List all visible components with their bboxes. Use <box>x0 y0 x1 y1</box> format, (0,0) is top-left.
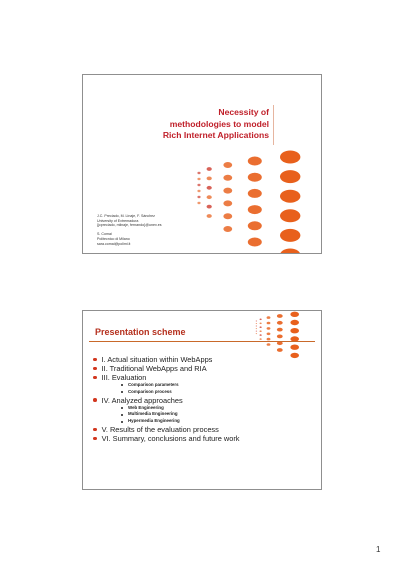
decorative-dot <box>223 175 232 181</box>
decorative-dot <box>260 319 262 321</box>
title-slide <box>82 74 322 254</box>
decorative-dot <box>267 333 271 336</box>
agenda-subitem <box>93 418 239 425</box>
decorative-dot <box>197 172 200 174</box>
decorative-dot <box>207 205 212 209</box>
decorative-dot <box>256 333 257 334</box>
decorative-dot <box>267 338 271 341</box>
decorative-dot <box>197 190 200 192</box>
agenda-subitem-text: Multimedia Engineering <box>128 411 178 417</box>
agenda-item-text: IV. Analyzed approaches <box>101 395 183 405</box>
decorative-dot <box>223 200 232 206</box>
agenda-subitem <box>93 382 239 389</box>
decorative-dot <box>260 323 262 325</box>
decorative-dot <box>280 170 300 183</box>
agenda-item <box>93 355 239 364</box>
title-line-2: methodologies to model <box>169 118 269 129</box>
agenda-slide <box>82 310 322 490</box>
decorative-dot <box>197 184 200 186</box>
page-number: 1 <box>376 545 381 554</box>
decorative-dot <box>260 326 262 328</box>
author-line: sara.comai@polimi.it <box>97 241 131 246</box>
author-line: {jcpreciado, mlinaje, fernando}@unex.es <box>97 223 162 228</box>
agenda-item <box>93 425 239 434</box>
agenda-subitem <box>93 405 239 412</box>
decorative-dot <box>277 348 283 352</box>
agenda-subitem-text: Comparison process <box>128 388 172 394</box>
title-underline <box>89 341 315 342</box>
sub-bullet-icon <box>121 421 123 423</box>
decorative-dot <box>267 327 271 330</box>
decorative-dot <box>223 188 232 194</box>
agenda-item <box>93 364 239 373</box>
decorative-dot <box>290 345 299 350</box>
agenda-item-text: III. Evaluation <box>101 373 147 382</box>
author-line: J.C. Preciado, M. Linaje, F. Sánchez <box>97 214 155 218</box>
decorative-dot <box>256 321 257 322</box>
bullet-icon <box>93 437 97 441</box>
decorative-dot <box>260 338 262 340</box>
decorative-dot <box>223 162 232 168</box>
decorative-dot <box>207 177 212 181</box>
decorative-dot <box>248 238 262 247</box>
agenda-item-text: I. Actual situation within WebApps <box>101 355 213 364</box>
agenda-subitem-text: Hypermedia Engineering <box>128 418 180 424</box>
author-block <box>97 214 162 246</box>
decorative-dot <box>267 316 271 319</box>
agenda-subitem <box>93 411 239 418</box>
decorative-dot <box>290 320 299 325</box>
bullet-icon <box>93 358 97 362</box>
decorative-dot <box>256 326 257 327</box>
decorative-dot <box>207 214 212 218</box>
decorative-dot <box>223 213 232 219</box>
decorative-dot <box>248 221 262 230</box>
decorative-dot <box>280 229 300 242</box>
decorative-dot <box>290 312 299 317</box>
decorative-dot <box>207 167 212 171</box>
author-line: S. Comai <box>97 232 112 237</box>
sub-bullet-icon <box>121 384 123 386</box>
agenda-item-text: VI. Summary, conclusions and future work <box>101 433 240 443</box>
decorative-dot <box>197 196 200 198</box>
decorative-dot <box>280 151 300 164</box>
decorative-dot <box>248 157 262 166</box>
decorative-dot <box>277 328 283 332</box>
decorative-dot <box>197 178 200 180</box>
decorative-dot <box>277 321 283 325</box>
title-line-1: Necessity of <box>218 107 269 117</box>
decorative-dot <box>267 322 271 325</box>
decorative-dot <box>197 202 200 204</box>
agenda-list <box>93 355 239 443</box>
decorative-dot <box>223 226 232 232</box>
decorative-dot <box>248 205 262 214</box>
sub-bullet-icon <box>121 414 123 416</box>
decorative-dot <box>207 195 212 199</box>
decorative-dot <box>290 353 299 358</box>
decorative-dot <box>280 249 300 255</box>
decorative-dot <box>256 328 257 329</box>
decorative-dot <box>248 189 262 198</box>
decorative-dot <box>260 330 262 332</box>
author-line: Politecnico di Milano <box>97 236 130 241</box>
slide-title: Presentation scheme <box>95 327 186 337</box>
bullet-icon <box>93 428 97 432</box>
decorative-dot <box>267 343 271 346</box>
agenda-subitem <box>93 389 239 396</box>
title-line-3: Rich Internet Applications <box>162 130 269 140</box>
decorative-dot <box>260 334 262 336</box>
agenda-subitem-text: Comparison parameters <box>128 382 179 387</box>
bullet-icon <box>93 398 97 402</box>
sub-bullet-icon <box>121 391 123 393</box>
decorative-dot <box>248 173 262 182</box>
decorative-dot <box>280 209 300 222</box>
decorative-dot <box>277 335 283 339</box>
agenda-item <box>93 434 239 443</box>
agenda-item-text: V. Results of the evaluation process <box>101 424 219 434</box>
bullet-icon <box>93 376 97 380</box>
decorative-dot <box>290 328 299 333</box>
decorative-dot <box>256 331 257 332</box>
agenda-item <box>93 396 239 405</box>
agenda-item-text: II. Traditional WebApps and RIA <box>101 364 207 373</box>
decorative-dot <box>207 186 212 190</box>
decorative-dot <box>256 323 257 324</box>
sub-bullet-icon <box>121 407 123 409</box>
agenda-subitem-text: Web Engineering <box>128 404 164 410</box>
agenda-item <box>93 373 239 382</box>
decorative-dot <box>277 314 283 318</box>
author-line: University of Extremadura <box>97 218 139 223</box>
decorative-dot <box>280 190 300 203</box>
bullet-icon <box>93 367 97 371</box>
